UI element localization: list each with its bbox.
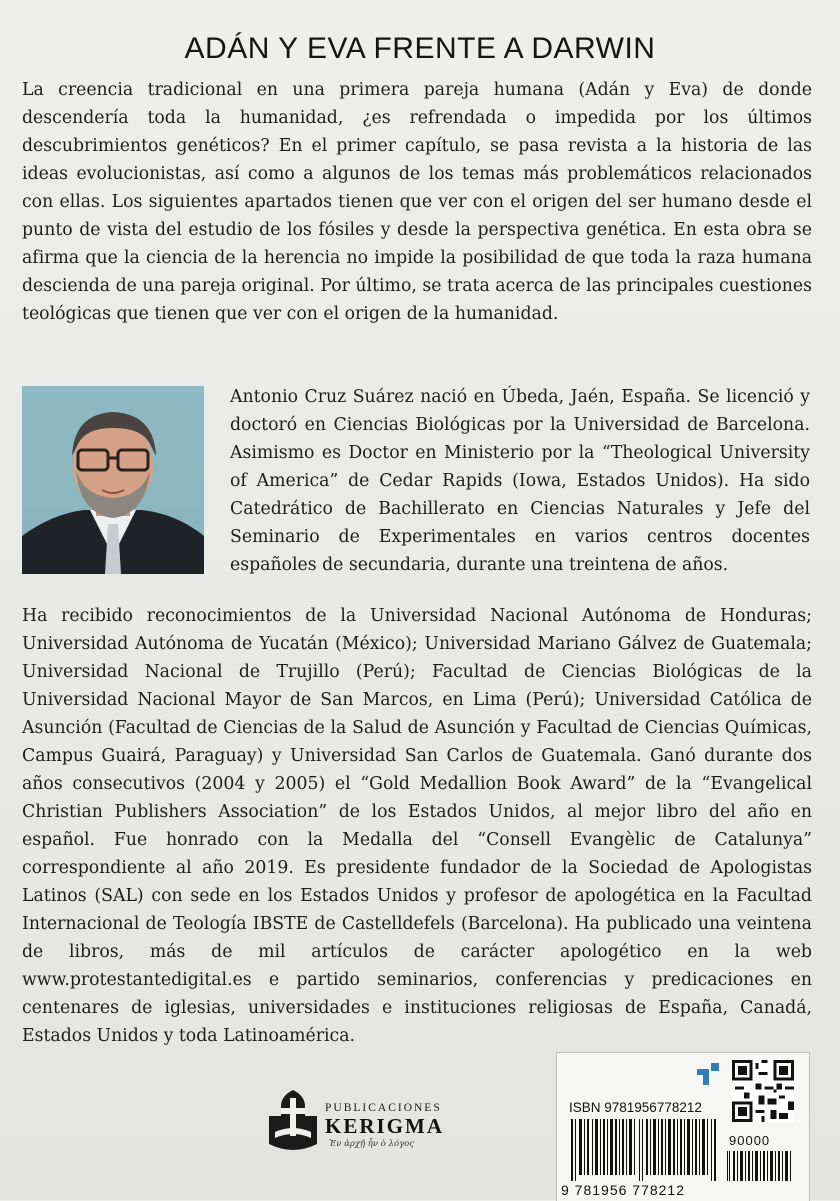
author-bio: Antonio Cruz Suárez nació en Úbeda, Jaén, España. Se licenció y doctoró en Ciencias Biológicas por la Universidad de Barcelona. Asimismo es Doctor en Ministerio por la “Theological University of America” de Cedar Rapids (Iowa, Estados Unidos). Ha sido Catedrático de Bachillerato en Ciencias Naturales y Jefe del Seminario de Experimentales en varios centros docentes españoles de secundaria, durante una treintena de años. xyxy=(230,387,810,575)
author-achievements: Ha recibido reconocimientos de la Universidad Nacional Autónoma de Honduras; Universidad Autónoma de Yucatán (México); Universidad Mariano Gálvez de Guatemala; Universidad Nacional de Trujillo (Perú); Facultad de Ciencias Biológicas de la Universidad Nacional Mayor de San Marcos, en Lima (Perú); Universidad Católica de Asunción (Facultad de Ciencias de la Salud de Asunción y Facultad de Ciencias Químicas, Campus Guairá, Paraguay) y Universidad San Carlos de Guatemala. Ganó durante dos años consecutivos (2004 y 2005) el “Gold Medallion Book Award” de la “Evangelical Christian Publishers Association” de los Estados Unidos, al mejor libro del año en español. Fue honrado con la Medalla del “Consell Evangèlic de Catalunya” correspondiente al año 2019. Es presidente fundador de la Sociedad de Apologistas Latinos (SAL) con sede en los Estados Unidos y profesor de apologética en la Facultad Internacional de Teología IBSTE de Castelldefels (Barcelona). Ha publicado una veintena de libros, más de mil artículos de carácter apologético en la web www.protestantedigital.es e partido seminarios, conferencias y predicaciones en centenares de iglesias, universidades e instituciones religiosas de España, Canadá, Estados Unidos y toda Latinoamérica. xyxy=(22,606,812,1046)
publisher-emblem-icon xyxy=(263,1086,323,1156)
publisher-motto: Ἐν ἀρχῇ ἦν ὁ λόγος xyxy=(329,1139,415,1149)
price-code: 90000 xyxy=(729,1133,771,1148)
publisher-small-logo-icon xyxy=(695,1061,721,1087)
isbn-barcode xyxy=(571,1119,721,1181)
qr-code-icon xyxy=(732,1060,794,1122)
barcode-area xyxy=(556,1052,810,1201)
isbn-label: ISBN 9781956778212 xyxy=(569,1100,702,1115)
publisher-logo xyxy=(263,1086,463,1158)
author-photo xyxy=(22,386,204,574)
book-synopsis: La creencia tradicional en una primera pareja humana (Adán y Eva) de donde descendería toda la humanidad, ¿es refrendada o impedida por los últimos descubrimientos genéticos? En el primer capítulo, se pasa revista a la historia de las ideas evolucionistas, así como a algunos de los temas más problemáticos relacionados con ellas. Los siguientes apartados tienen que ver con el origen del ser humano desde el punto de vista del estudio de los fósiles y desde la perspectiva genética. En esta obra se afirma que la ciencia de la herencia no impide la posibilidad de que toda la raza humana descienda de una pareja original. Por último, se trata acerca de las principales cuestiones teológicas que tienen que ver con el origen de la humanidad. xyxy=(22,80,812,324)
barcode-digits: 9 781956 778212 xyxy=(561,1182,685,1198)
book-title: ADÁN Y EVA FRENTE A DARWIN xyxy=(184,32,656,65)
publisher-name: KERIGMA xyxy=(325,1114,444,1138)
price-barcode xyxy=(727,1151,793,1181)
publisher-line1: PUBLICACIONES xyxy=(325,1102,442,1114)
